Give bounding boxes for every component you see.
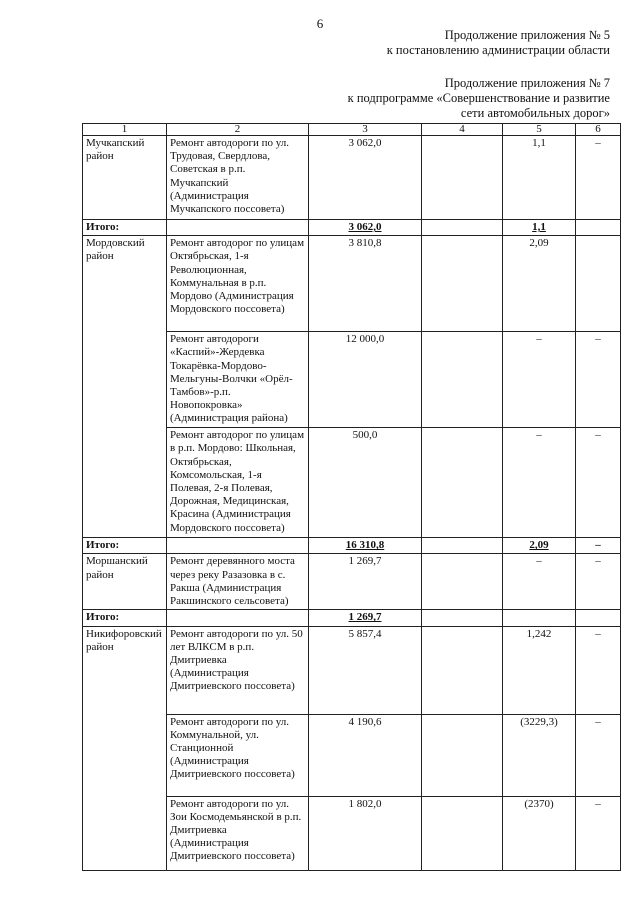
appendix-header-line: Продолжение приложения № 5 [444,28,610,42]
length-cell: (2370) [503,796,576,870]
amount-cell: 5 857,4 [309,626,422,714]
total-label: Итого: [83,538,167,554]
empty-cell [167,538,309,554]
appendix-header-line: к постановлению администрации области [386,43,610,57]
column-number-row [83,124,621,136]
empty-cell [167,610,309,626]
district-cell: Моршанский район [83,554,167,610]
table-row [83,236,621,332]
empty-cell [422,136,503,220]
empty-cell [422,428,503,538]
total-row [83,610,621,626]
total-row [83,538,621,554]
amount-cell: 4 190,6 [309,714,422,796]
column-number: 2 [167,124,309,136]
work-cell: Ремонт автодороги по ул. Трудовая, Свердлова, Советская в р.п. Мучкапский (Администрация Мучкапского поссовета) [167,136,309,220]
total-amount: 1 269,7 [309,610,422,626]
total-col6: – [576,538,621,554]
column-number: 3 [309,124,422,136]
length-cell: – [503,554,576,610]
appendix-header [387,28,610,58]
amount-cell: 1 269,7 [309,554,422,610]
length-cell: – [503,428,576,538]
total-amount: 3 062,0 [309,220,422,236]
work-cell: Ремонт автодороги по ул. 50 лет ВЛКСМ в р.п. Дмитриевка (Администрация Дмитриевского поссовета) [167,626,309,714]
col6-cell: – [576,136,621,220]
column-number: 5 [503,124,576,136]
amount-cell: 3 810,8 [309,236,422,332]
roads-table [82,123,621,871]
empty-cell [422,610,503,626]
total-amount: 16 310,8 [309,538,422,554]
empty-cell [422,626,503,714]
length-cell: 2,09 [503,236,576,332]
work-cell: Ремонт автодорог по улицам в р.п. Мордово: Школьная, Октябрьская, Комсомольская, 1-я Полевая, 2-я Полевая, Дорожная, Медицинская, Красина (Администрация Мордовского поссовета) [167,428,309,538]
length-cell: 1,242 [503,626,576,714]
col6-cell: – [576,714,621,796]
amount-cell: 500,0 [309,428,422,538]
empty-cell [422,714,503,796]
empty-cell [422,554,503,610]
empty-cell [167,220,309,236]
table-row [83,554,621,610]
empty-cell [503,610,576,626]
empty-cell [422,538,503,554]
empty-cell [576,220,621,236]
column-number: 1 [83,124,167,136]
subprogram-header-line: сети автомобильных дорог» [460,106,610,120]
column-number: 6 [576,124,621,136]
district-cell: Мордовский район [83,236,167,538]
amount-cell: 1 802,0 [309,796,422,870]
table-row [83,136,621,220]
col6-cell: – [576,332,621,428]
empty-cell [422,332,503,428]
length-cell: (3229,3) [503,714,576,796]
work-cell: Ремонт автодороги по ул. Зои Космодемьянской в р.п. Дмитриевка (Администрация Дмитриевского поссовета) [167,796,309,870]
page-number: 6 [316,16,324,31]
work-cell: Ремонт автодороги «Каспий»-Жердевка Токарёвка-Мордово-Мельгуны-Волчки «Орёл-Тамбов»-р.п. Новопокровка» (Администрация района) [167,332,309,428]
length-cell: 1,1 [503,136,576,220]
col6-cell: – [576,796,621,870]
work-cell: Ремонт деревянного моста через реку Разазовка в с. Ракша (Администрация Ракшинского сельсовета) [167,554,309,610]
length-cell: – [503,332,576,428]
table-row [83,626,621,714]
work-cell: Ремонт автодорог по улицам Октябрьская, 1-я Революционная, Коммунальная в р.п. Мордово (Администрация Мордовского поссовета) [167,236,309,332]
subprogram-header [348,76,610,121]
total-length: 1,1 [503,220,576,236]
column-number: 4 [422,124,503,136]
empty-cell [576,610,621,626]
total-label: Итого: [83,610,167,626]
total-label: Итого: [83,220,167,236]
amount-cell: 3 062,0 [309,136,422,220]
col6-cell: – [576,626,621,714]
work-cell: Ремонт автодороги по ул. Коммунальной, ул. Станционной (Администрация Дмитриевского поссовета) [167,714,309,796]
empty-cell [422,220,503,236]
col6-cell: – [576,428,621,538]
subprogram-header-line: к подпрограмме «Совершенствование и развитие [347,91,610,105]
district-cell: Мучкапский район [83,136,167,220]
district-cell: Никифоровский район [83,626,167,870]
subprogram-header-line: Продолжение приложения № 7 [444,76,610,90]
total-length: 2,09 [503,538,576,554]
empty-cell [422,796,503,870]
total-row [83,220,621,236]
empty-cell [422,236,503,332]
empty-cell [576,236,621,332]
col6-cell: – [576,554,621,610]
amount-cell: 12 000,0 [309,332,422,428]
